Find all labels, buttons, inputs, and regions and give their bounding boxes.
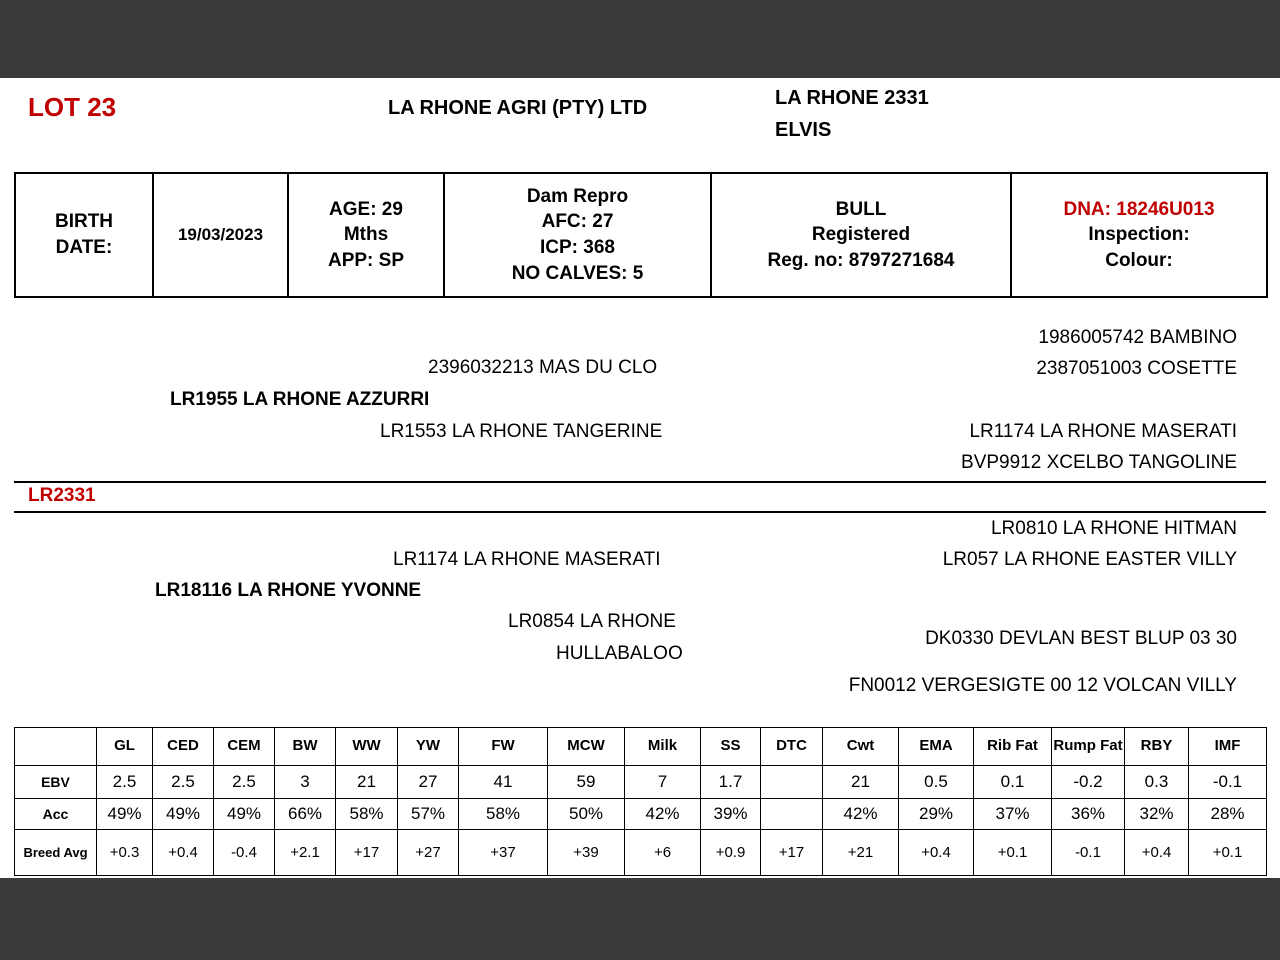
breed-avg-row-label: Breed Avg bbox=[15, 830, 97, 876]
ebv-col-milk: Milk bbox=[625, 728, 701, 766]
ebv-row: EBV 2.5 2.5 2.5 3 21 27 41 59 7 1.7 21 0.5 0.1 -0.2 0.3 -0.1 bbox=[15, 766, 1267, 799]
ebv-col-yw: YW bbox=[398, 728, 459, 766]
ebv-table bbox=[14, 727, 1267, 876]
ebv-col-label bbox=[15, 728, 97, 766]
ebv-col-rby: RBY bbox=[1125, 728, 1189, 766]
pedigree-dam-sire-dam: LR057 LA RHONE EASTER VILLY bbox=[942, 549, 1237, 570]
animal-id bbox=[775, 82, 929, 146]
colour-label: Colour: bbox=[1105, 249, 1173, 271]
pedigree-sire-sire: 2396032213 MAS DU CLO bbox=[428, 357, 658, 378]
birth-date-label: BIRTH DATE: bbox=[15, 173, 153, 297]
ebv-col-dtc: DTC bbox=[761, 728, 823, 766]
pedigree-sire: LR1955 LA RHONE AZZURRI bbox=[170, 389, 430, 410]
ebv-col-cem: CEM bbox=[214, 728, 275, 766]
pedigree-sire-sire-sire: 1986005742 BAMBINO bbox=[1038, 327, 1237, 348]
pedigree-dam-dam-line1: LR0854 LA RHONE bbox=[508, 611, 676, 632]
ebv-col-ss: SS bbox=[701, 728, 761, 766]
dna-cell bbox=[1011, 173, 1267, 297]
ebv-col-gl: GL bbox=[97, 728, 153, 766]
pedigree-sire-dam: LR1553 LA RHONE TANGERINE bbox=[380, 421, 663, 442]
ebv-col-mcw: MCW bbox=[548, 728, 625, 766]
ebv-col-bw: BW bbox=[275, 728, 336, 766]
company-name: LA RHONE AGRI (PTY) LTD bbox=[388, 97, 648, 119]
ebv-col-imf: IMF bbox=[1189, 728, 1267, 766]
ebv-col-ww: WW bbox=[336, 728, 398, 766]
pedigree-dam-sire-sire: LR0810 LA RHONE HITMAN bbox=[990, 518, 1237, 539]
dna-number: DNA: 18246U013 bbox=[1063, 198, 1215, 220]
lot-number: LOT 23 bbox=[28, 92, 117, 122]
pedigree-dam: LR18116 LA RHONE YVONNE bbox=[155, 580, 422, 601]
ebv-col-ema: EMA bbox=[899, 728, 974, 766]
pedigree-sire-sire-dam: 2387051003 COSETTE bbox=[1036, 358, 1237, 379]
inspection-label: Inspection: bbox=[1088, 224, 1190, 246]
top-bar bbox=[0, 0, 1280, 78]
pedigree-divider-top bbox=[14, 481, 1266, 483]
animal-name: ELVIS bbox=[775, 119, 832, 141]
pedigree-dam-sire: LR1174 LA RHONE MASERATI bbox=[393, 549, 661, 570]
animal-id-line1: LA RHONE 2331 bbox=[775, 87, 929, 109]
bottom-bar bbox=[0, 878, 1280, 960]
acc-row: Acc 49% 49% 49% 66% 58% 57% 58% 50% 42% 39% 42% 29% 37% 36% 32% 28% bbox=[15, 799, 1267, 830]
ebv-col-rumpfat: Rump Fat bbox=[1052, 728, 1125, 766]
pedigree-sire-dam-sire: LR1174 LA RHONE MASERATI bbox=[969, 421, 1237, 442]
ebv-header-row bbox=[15, 728, 1267, 766]
pedigree-dam-dam-sire: DK0330 DEVLAN BEST BLUP 03 30 bbox=[925, 628, 1237, 649]
breed-avg-row: Breed Avg +0.3 +0.4 -0.4 +2.1 +17 +27 +37 +39 +6 +0.9 +17 +21 +0.4 +0.1 -0.1 +0.4 +0.1 bbox=[15, 830, 1267, 876]
age-cell: AGE: 29 Mths APP: SP bbox=[288, 173, 444, 297]
ebv-col-ced: CED bbox=[153, 728, 214, 766]
pedigree-dam-dam-line2: HULLABALOO bbox=[556, 643, 683, 664]
dam-repro-cell: Dam Repro AFC: 27 ICP: 368 NO CALVES: 5 bbox=[444, 173, 711, 297]
pedigree-subject: LR2331 bbox=[28, 485, 96, 506]
pedigree-divider-bottom bbox=[14, 511, 1266, 513]
ebv-col-ribfat: Rib Fat bbox=[974, 728, 1052, 766]
birth-date-value: 19/03/2023 bbox=[153, 173, 288, 297]
pedigree-dam-dam-dam: FN0012 VERGESIGTE 00 12 VOLCAN VILLY bbox=[848, 675, 1237, 696]
ebv-row-label: EBV bbox=[15, 766, 97, 799]
pedigree-sire-dam-dam: BVP9912 XCELBO TANGOLINE bbox=[961, 452, 1237, 473]
ebv-col-cwt: Cwt bbox=[823, 728, 899, 766]
bull-registration-cell: BULL Registered Reg. no: 8797271684 bbox=[711, 173, 1011, 297]
ebv-col-fw: FW bbox=[459, 728, 548, 766]
acc-row-label: Acc bbox=[15, 799, 97, 830]
info-table bbox=[14, 172, 1268, 298]
